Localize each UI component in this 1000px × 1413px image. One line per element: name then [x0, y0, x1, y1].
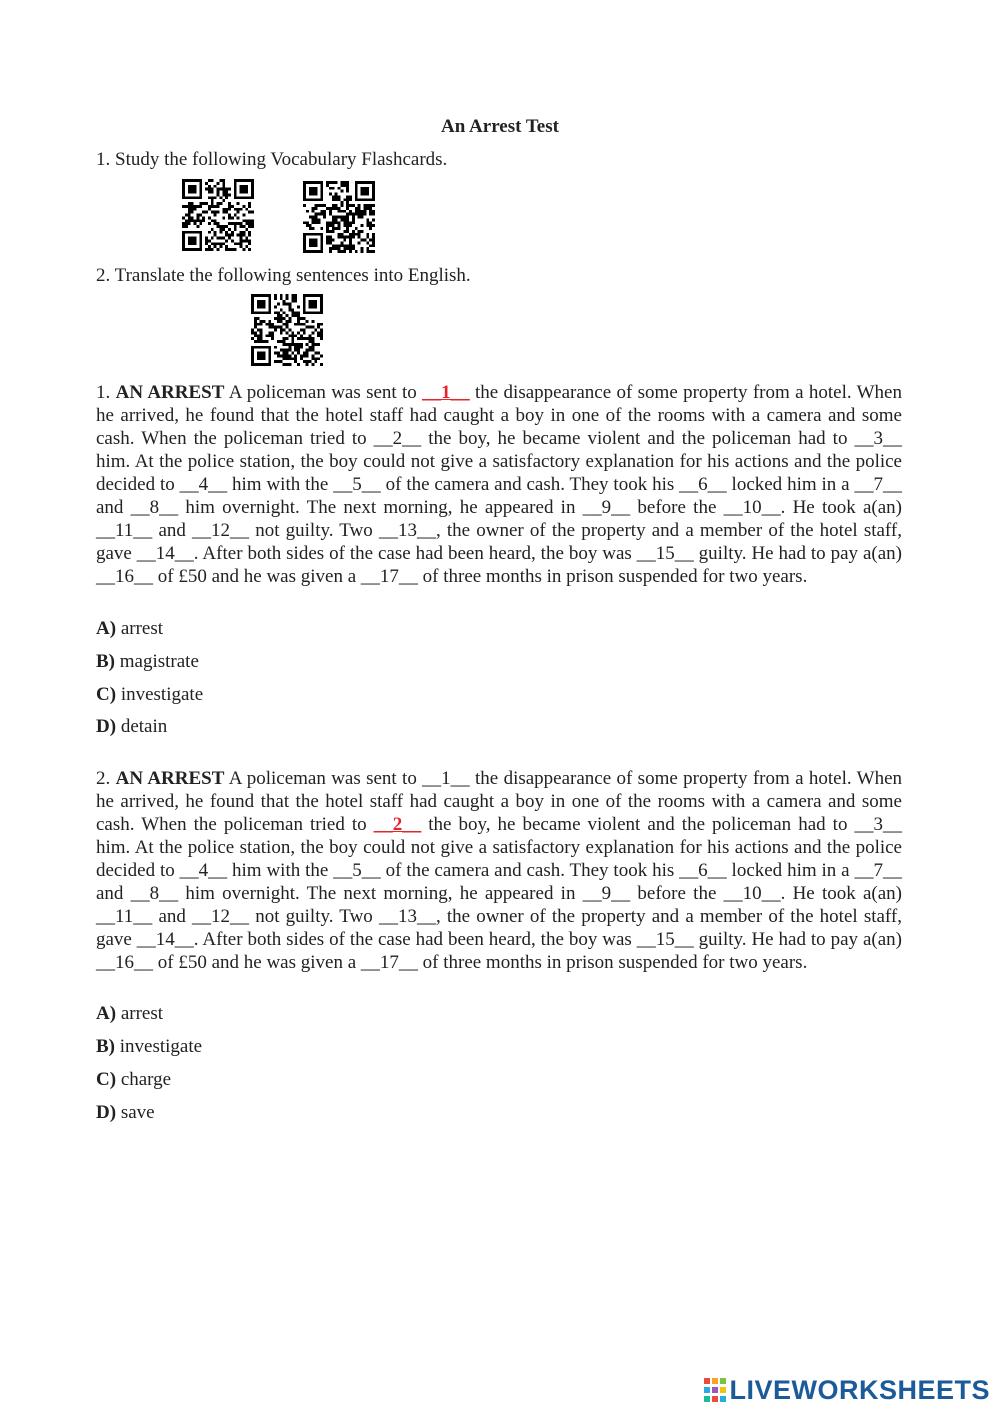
option-text: arrest	[120, 618, 164, 639]
question-rest: the boy, he became violent and the policeman had to __3__ him. At the police station, the boy could not give a satisfactory explanation for his actions and the police decided to __4__ him with the __5__ of the camera and cash. They took his __6__ locked him in a __7__ and __8__ him overnight. The next morning, he appeared in __9__ before the __10__. He took a(an) __11__ and __12__ not guilty. Two __13__, the owner of the property and a member of the hotel staff, gave __14__. After both sides of the case had been heard, the boy was __15__ guilty. He had to pay a(an) __16__ of £50 and he was given a __17__ of three months in prison suspended for two years.	[96, 814, 902, 973]
worksheet-title: An Arrest Test	[441, 116, 559, 137]
qr-code-icon[interactable]	[182, 179, 254, 251]
option-c[interactable]	[96, 1069, 171, 1091]
highlighted-blank: __2__	[373, 814, 422, 835]
question-rest: the disappearance of some property from a hotel. When he arrived, he found that the hotel staff had caught a boy in one of the rooms with a camera and some cash. When the policeman tried to __2__ the boy, he became violent and the policeman had to __3__ him. At the police station, the boy could not give a satisfactory explanation for his actions and the police decided to __4__ him with the __5__ of the camera and cash. They took his __6__ locked him in a __7__ and __8__ him overnight. The next morning, he appeared in __9__ before the __10__. He took a(an) __11__ and __12__ not guilty. Two __13__, the owner of the property and a member of the hotel staff, gave __14__. After both sides of the case had been heard, the boy was __15__ guilty. He had to pay a(an) __16__ of £50 and he was given a __17__ of three months in prison suspended for two years.	[96, 382, 902, 587]
option-text: investigate	[119, 1036, 203, 1057]
step-2-heading: 2. Translate the following sentences into English.	[96, 265, 471, 286]
highlighted-blank: __1__	[422, 382, 470, 403]
question-topic: AN ARREST	[115, 382, 225, 403]
question-1-text	[96, 381, 902, 588]
option-text: arrest	[120, 1003, 164, 1024]
question-2-text	[96, 767, 902, 974]
step-1-heading: 1. Study the following Vocabulary Flashcards.	[96, 149, 448, 170]
qr-code-icon[interactable]	[303, 181, 375, 253]
option-a[interactable]	[96, 1003, 163, 1025]
question-lead: A policeman was sent to	[224, 382, 423, 403]
option-text: charge	[120, 1069, 172, 1090]
option-letter: C)	[96, 1069, 117, 1090]
qr-code-icon[interactable]	[251, 294, 323, 366]
option-d[interactable]	[96, 716, 167, 738]
question-number: 1.	[96, 382, 111, 403]
option-text: investigate	[120, 684, 204, 705]
liveworksheets-logo	[704, 1375, 990, 1405]
option-letter: D)	[96, 1102, 117, 1123]
option-c[interactable]	[96, 684, 203, 706]
question-topic: AN ARREST	[115, 768, 225, 789]
option-text: save	[120, 1102, 155, 1123]
option-letter: D)	[96, 716, 117, 737]
option-letter: A)	[96, 1003, 117, 1024]
option-b[interactable]	[96, 651, 199, 673]
option-text: detain	[120, 716, 168, 737]
liveworksheets-logo-text: LIVEWORKSHEETS	[729, 1374, 990, 1405]
liveworksheets-logo-mark	[704, 1378, 726, 1402]
option-letter: B)	[96, 651, 115, 672]
option-letter: A)	[96, 618, 117, 639]
question-lead: A policeman was sent to __1__ the disappearance of some property from a hotel. When he arrived, he found that the hotel staff had caught a boy in one of the rooms with a camera and some cash. When the policeman tried to	[96, 768, 902, 835]
option-a[interactable]	[96, 618, 163, 640]
option-d[interactable]	[96, 1102, 155, 1124]
option-letter: B)	[96, 1036, 115, 1057]
option-b[interactable]	[96, 1036, 202, 1058]
question-number: 2.	[96, 768, 111, 789]
option-letter: C)	[96, 684, 117, 705]
option-text: magistrate	[119, 651, 199, 672]
